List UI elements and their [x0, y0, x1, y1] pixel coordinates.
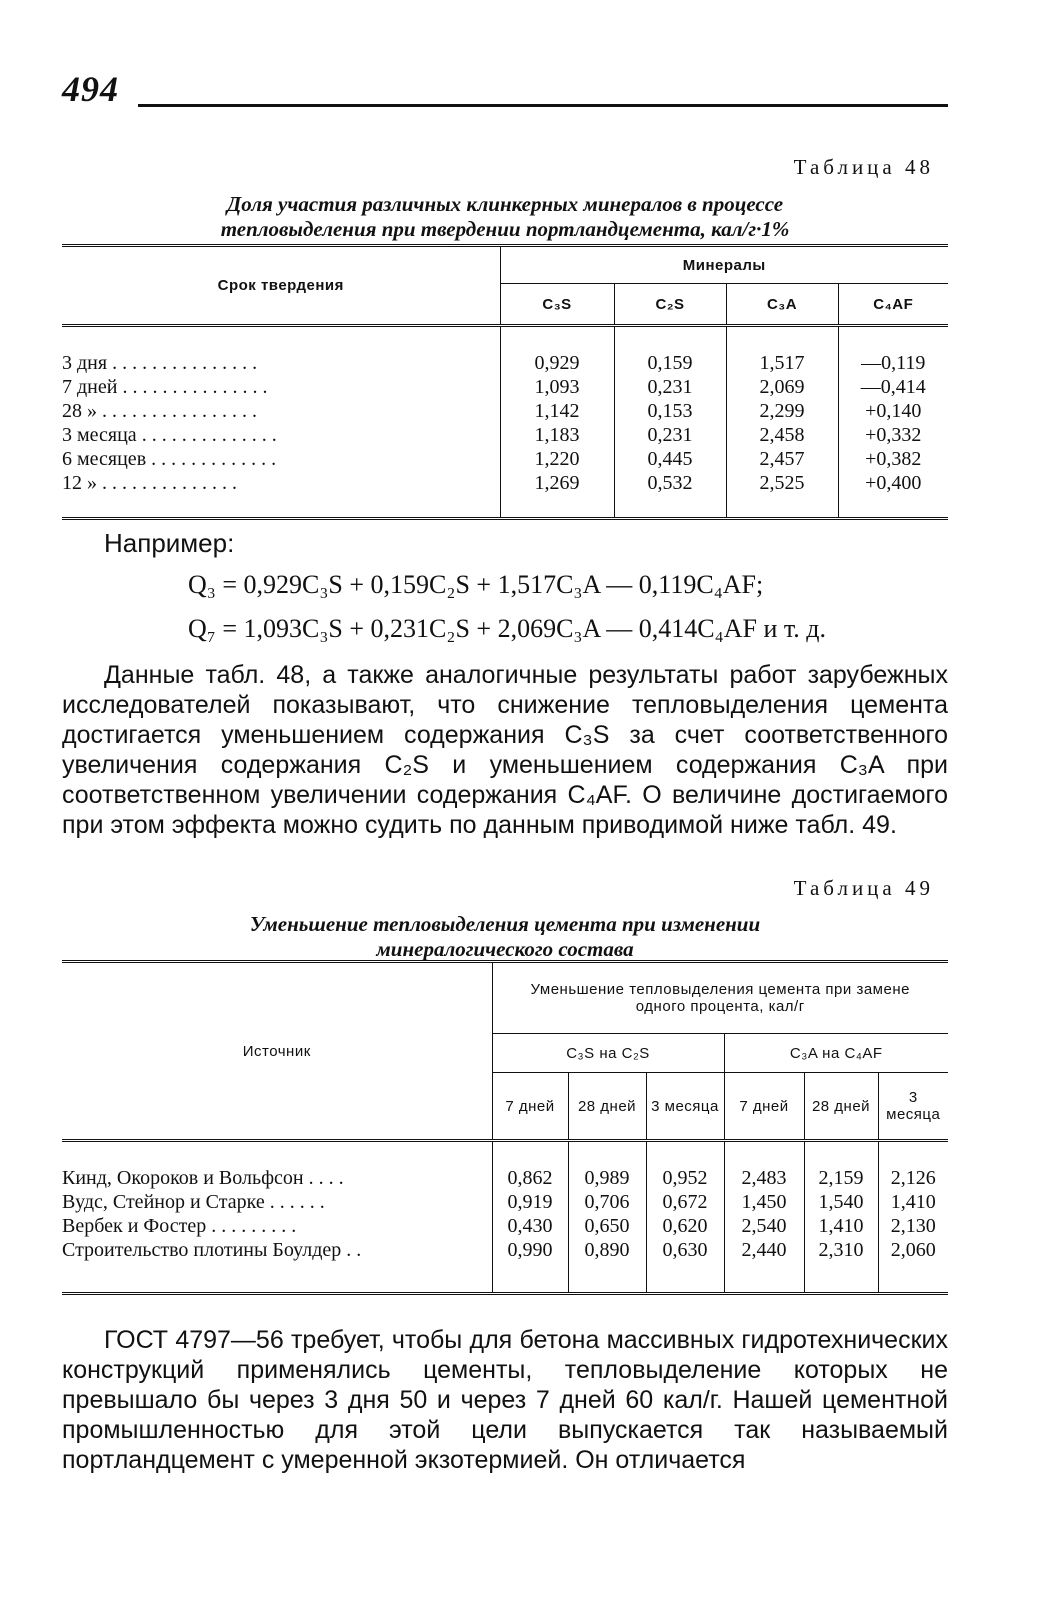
- table48-cell: 2,457: [726, 447, 838, 471]
- table49-cell: 2,440: [724, 1238, 804, 1262]
- table49-period: 28 дней: [568, 1073, 646, 1141]
- table48-caption: Таблица 48: [793, 155, 934, 179]
- table48-cell: 1,220: [500, 447, 614, 471]
- table-row: [62, 399, 948, 423]
- table48-cell: 1,093: [500, 375, 614, 399]
- table48-cell: 2,458: [726, 423, 838, 447]
- table-row: [62, 1166, 948, 1190]
- table49-title-line1: Уменьшение тепловыделения цемента при изменении: [249, 912, 761, 936]
- paragraph-1: Данные табл. 48, а также аналогичные результаты работ зарубежных исследователей показывают, что снижение тепловыделения цемента достигается уменьшением содержания C₃S за счет соответственного увеличения содержания C₂S и уменьшением содержания C₃A при соответственном увеличении содержания C₄AF. О величине достигаемого при этом эффекта можно судить по данным приводимой ниже табл. 49.: [62, 661, 948, 839]
- table48-cell: +0,140: [838, 399, 948, 423]
- table48-row-label: 12 » . . . . . . . . . . . . . .: [62, 472, 237, 494]
- table49-cell: 2,159: [804, 1166, 878, 1190]
- table49-cell: 0,862: [492, 1166, 568, 1190]
- table49-cell: 1,410: [804, 1214, 878, 1238]
- table48-mineral-header: C₃S: [500, 284, 614, 326]
- table-row: [62, 471, 948, 495]
- table48-cell: 2,525: [726, 471, 838, 495]
- table49-cell: 2,130: [878, 1214, 948, 1238]
- table-row: [62, 423, 948, 447]
- table49-cell: 0,706: [568, 1190, 646, 1214]
- table48-cell: 1,183: [500, 423, 614, 447]
- table49-period: 28 дней: [804, 1073, 878, 1141]
- table-row: [62, 351, 948, 375]
- equation-q3: Q₃ = 0,929C₃S + 0,159C₂S + 1,517C₃A — 0,119C₄AF;: [188, 570, 764, 599]
- table48-row-label: 28 » . . . . . . . . . . . . . . . .: [62, 400, 257, 422]
- page-number: 494: [62, 69, 119, 109]
- table48-col-term: Срок твердения: [217, 277, 344, 294]
- table48-mineral-header: C₃A: [726, 284, 838, 326]
- table48: [62, 244, 948, 520]
- table48-cell: 1,517: [726, 351, 838, 375]
- table48-cell: +0,382: [838, 447, 948, 471]
- table-row: [62, 447, 948, 471]
- table-row: [62, 1214, 948, 1238]
- table49-cell: 2,060: [878, 1238, 948, 1262]
- table48-mineral-header: C₄AF: [838, 284, 948, 326]
- table49-cell: 1,450: [724, 1190, 804, 1214]
- table49-cell: 0,630: [646, 1238, 724, 1262]
- table49: [62, 960, 948, 1295]
- table48-cell: 2,299: [726, 399, 838, 423]
- table48-row-label: 3 дня . . . . . . . . . . . . . . .: [62, 352, 258, 374]
- table-row: [62, 375, 948, 399]
- table49-subgroup-c3s: C₃S на C₂S: [492, 1034, 724, 1073]
- table48-cell: 0,153: [614, 399, 726, 423]
- paragraph-2: ГОСТ 4797—56 требует, чтобы для бетона массивных гидротехнических конструкций применялись цементы, тепловыделение которых не превышало бы через 3 дня 50 и через 7 дней 60 кал/г. Нашей цементной промышленностью для этой цели выпускается так называемый портландцемент с умеренной экзотермией. Он отличается: [62, 1326, 948, 1474]
- table49-cell: 0,890: [568, 1238, 646, 1262]
- table49-caption: Таблица 49: [793, 876, 934, 900]
- table48-cell: —0,414: [838, 375, 948, 399]
- table48-title-line2: тепловыделения при твердении портландцемента, кал/г·1%: [220, 217, 790, 241]
- header-rule: [138, 104, 948, 107]
- table-row: [62, 1190, 948, 1214]
- table49-col-source: Источник: [242, 1042, 311, 1060]
- table48-cell: —0,119: [838, 351, 948, 375]
- table49-title-line2: минералогического состава: [376, 937, 634, 961]
- table48-cell: 0,231: [614, 375, 726, 399]
- page-header: [62, 68, 948, 110]
- table49-cell: 0,952: [646, 1166, 724, 1190]
- table48-mineral-header: C₂S: [614, 284, 726, 326]
- table49-cell: 0,990: [492, 1238, 568, 1262]
- table49-cell: 1,540: [804, 1190, 878, 1214]
- table49-cell: 0,620: [646, 1214, 724, 1238]
- table49-period: 3 месяца: [646, 1073, 724, 1141]
- table49-period: 7 дней: [492, 1073, 568, 1141]
- table49-cell: 0,989: [568, 1166, 646, 1190]
- equation-q7: Q₇ = 1,093C₃S + 0,231C₂S + 2,069C₃A — 0,414C₄AF и т. д.: [188, 614, 827, 643]
- table48-cell: +0,400: [838, 471, 948, 495]
- table48-row-label: 7 дней . . . . . . . . . . . . . . .: [62, 376, 268, 398]
- table49-cell: 0,650: [568, 1214, 646, 1238]
- table48-cell: +0,332: [838, 423, 948, 447]
- table48-cell: 0,231: [614, 423, 726, 447]
- table49-row-label: Вудс, Стейнор и Старке . . . . . .: [62, 1191, 325, 1213]
- table49-title: [62, 912, 948, 962]
- table49-period: 3 месяца: [878, 1073, 948, 1141]
- table48-title-line1: Доля участия различных клинкерных минералов в процессе: [226, 192, 784, 216]
- table-row: [62, 1238, 948, 1262]
- table49-period: 7 дней: [724, 1073, 804, 1141]
- table48-row-label: 6 месяцев . . . . . . . . . . . . .: [62, 448, 277, 470]
- table49-row-label: Вербек и Фостер . . . . . . . . .: [62, 1215, 297, 1237]
- table48-cell: 0,445: [614, 447, 726, 471]
- table49-cell: 2,126: [878, 1166, 948, 1190]
- table49-cell: 0,919: [492, 1190, 568, 1214]
- table49-cell: 1,410: [878, 1190, 948, 1214]
- table49-row-label: Кинд, Окороков и Вольфсон . . . .: [62, 1167, 344, 1189]
- table48-cell: 0,929: [500, 351, 614, 375]
- table48-cell: 0,159: [614, 351, 726, 375]
- table48-cell: 0,532: [614, 471, 726, 495]
- table49-cell: 0,430: [492, 1214, 568, 1238]
- table49-row-label: Строительство плотины Боулдер . .: [62, 1239, 362, 1261]
- table49-subgroup-c3a: C₃A на C₄AF: [724, 1034, 948, 1073]
- table48-title: [62, 192, 948, 242]
- table49-cell: 2,540: [724, 1214, 804, 1238]
- table48-cell: 2,069: [726, 375, 838, 399]
- table48-cell: 1,142: [500, 399, 614, 423]
- table49-cell: 0,672: [646, 1190, 724, 1214]
- table49-cell: 2,310: [804, 1238, 878, 1262]
- table48-cell: 1,269: [500, 471, 614, 495]
- table49-cell: 2,483: [724, 1166, 804, 1190]
- table48-row-label: 3 месяца . . . . . . . . . . . . . .: [62, 424, 277, 446]
- table49-col-group: Уменьшение тепловыделения цемента при замене одного процента, кал/г: [492, 962, 948, 1034]
- example-label: Например:: [104, 528, 235, 558]
- table48-col-minerals: Минералы: [500, 246, 948, 284]
